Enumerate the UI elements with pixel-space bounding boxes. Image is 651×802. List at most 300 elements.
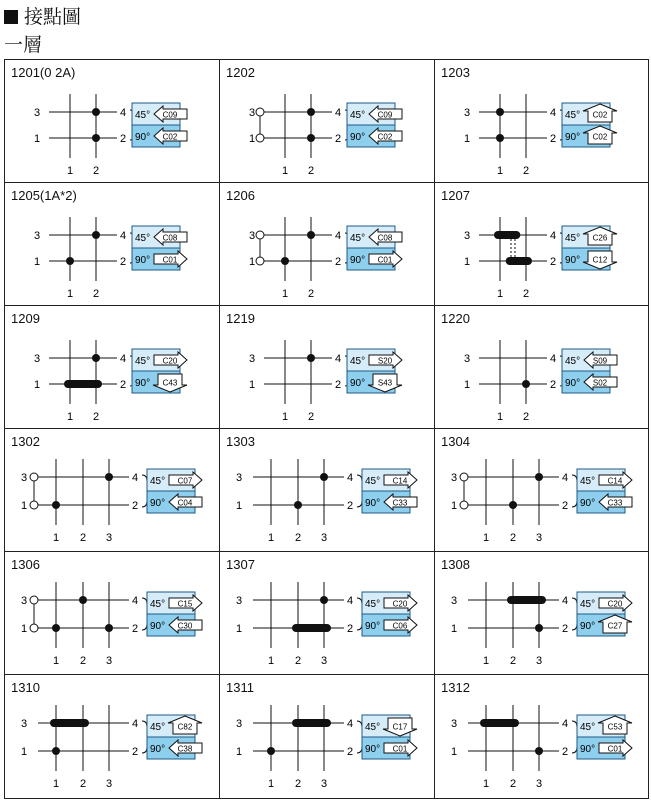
code-45: C17 (392, 722, 408, 732)
col-label-2: 2 (522, 411, 530, 423)
row-label-1: 1 (463, 133, 471, 145)
wiring (256, 94, 332, 158)
contact-dot (52, 624, 60, 632)
contact-dot (307, 134, 315, 142)
row-label-1: 1 (248, 379, 256, 391)
code-45: C08 (162, 233, 178, 243)
contact-diagram (5, 306, 220, 429)
out-label-2: 2 (119, 133, 127, 145)
angle-45-label: 45° (135, 356, 151, 367)
row-label-3: 3 (235, 595, 243, 607)
out-label-4: 4 (131, 595, 139, 607)
code-45: S20 (377, 356, 393, 366)
angle-45-label: 45° (135, 233, 151, 244)
col-label-2: 2 (307, 411, 315, 423)
code-90: C01 (162, 255, 178, 265)
out-label-2: 2 (561, 623, 569, 635)
col-label-3: 3 (320, 532, 328, 544)
row-label-1: 1 (20, 623, 28, 635)
contact-dot (105, 473, 113, 481)
col-label-2: 2 (92, 411, 100, 423)
out-label-4: 4 (334, 353, 342, 365)
col-label-2: 2 (294, 778, 302, 790)
col-label-1: 1 (267, 532, 275, 544)
angle-45-label: 45° (580, 722, 596, 733)
angle-45-label: 45° (580, 476, 596, 487)
cell-code: 1209 (11, 311, 40, 326)
angle-90-label: 90° (565, 132, 581, 143)
wiring (479, 217, 547, 281)
page-subtitle: 一層 (4, 34, 43, 56)
code-90: S43 (377, 378, 393, 388)
row-label-3: 3 (248, 353, 256, 365)
contact-dot (535, 747, 543, 755)
wiring (479, 340, 547, 404)
out-label-4: 4 (561, 472, 569, 484)
angle-90-label: 90° (580, 498, 596, 509)
contact-dot (281, 257, 289, 265)
col-label-3: 3 (535, 778, 543, 790)
angle-45-label: 45° (365, 476, 381, 487)
col-label-2: 2 (79, 778, 87, 790)
row-label-3: 3 (450, 595, 458, 607)
row-label-3: 3 (20, 718, 28, 730)
row-label-1: 1 (463, 379, 471, 391)
code-90: C02 (592, 132, 608, 142)
contact-dot (105, 624, 113, 632)
out-label-4: 4 (131, 718, 139, 730)
contact-cell (220, 675, 435, 798)
col-label-1: 1 (482, 532, 490, 544)
row-label-1: 1 (450, 500, 458, 512)
bridge-bar (292, 719, 331, 727)
angle-90-label: 90° (365, 744, 381, 755)
out-label-2: 2 (549, 256, 557, 268)
code-45: C26 (592, 233, 608, 243)
wiring (30, 582, 129, 648)
contact-dot (496, 108, 504, 116)
angle-90-label: 90° (350, 378, 366, 389)
row-label-1: 1 (33, 379, 41, 391)
row-label-1: 1 (463, 256, 471, 268)
row-label-3: 3 (235, 718, 243, 730)
col-label-3: 3 (535, 532, 543, 544)
contact-dot (496, 134, 504, 142)
col-label-1: 1 (52, 778, 60, 790)
contact-diagram (220, 60, 435, 183)
out-label-4: 4 (561, 718, 569, 730)
row-label-1: 1 (20, 746, 28, 758)
code-45: C07 (177, 476, 193, 486)
wiring (468, 582, 559, 648)
angle-45-label: 45° (350, 356, 366, 367)
out-label-2: 2 (119, 379, 127, 391)
contact-cell (5, 552, 220, 675)
code-90: C38 (177, 744, 193, 754)
angle-45-label: 45° (350, 233, 366, 244)
contact-dot (267, 747, 275, 755)
out-label-4: 4 (119, 230, 127, 242)
cell-code: 1219 (226, 311, 255, 326)
row-label-3: 3 (248, 107, 256, 119)
col-label-3: 3 (320, 778, 328, 790)
contact-dot (535, 473, 543, 481)
code-45: C53 (607, 722, 623, 732)
contact-dot (307, 108, 315, 116)
wiring (30, 459, 129, 525)
row-label-3: 3 (235, 472, 243, 484)
angle-90-label: 90° (365, 498, 381, 509)
angle-90-label: 90° (135, 378, 151, 389)
cell-code: 1303 (226, 434, 255, 449)
contact-diagram (435, 675, 648, 798)
open-terminal-1 (256, 134, 264, 142)
contact-diagram (435, 306, 648, 429)
col-label-3: 3 (320, 655, 328, 667)
angle-90-label: 90° (150, 744, 166, 755)
contact-diagram (435, 183, 648, 306)
angle-90-label: 90° (580, 621, 596, 632)
angle-90-label: 90° (150, 498, 166, 509)
cell-code: 1220 (441, 311, 470, 326)
angle-45-label: 45° (150, 476, 166, 487)
code-90: C43 (162, 378, 178, 388)
col-label-1: 1 (66, 411, 74, 423)
row-label-1: 1 (248, 133, 256, 145)
angle-45-label: 45° (135, 110, 151, 121)
contact-cell (435, 675, 648, 798)
contact-cell (435, 429, 648, 552)
open-terminal-3 (256, 108, 264, 116)
wiring (38, 705, 129, 771)
row-label-3: 3 (33, 230, 41, 242)
row-label-3: 3 (248, 230, 256, 242)
open-terminal-3 (460, 473, 468, 481)
row-label-3: 3 (463, 353, 471, 365)
col-label-2: 2 (522, 288, 530, 300)
angle-90-label: 90° (150, 621, 166, 632)
angle-90-label: 90° (565, 255, 581, 266)
angle-90-label: 90° (135, 255, 151, 266)
out-label-4: 4 (549, 107, 557, 119)
out-label-2: 2 (561, 746, 569, 758)
row-label-1: 1 (450, 623, 458, 635)
code-90: C30 (177, 621, 193, 631)
wiring (49, 94, 117, 158)
contact-diagram (435, 552, 648, 675)
contact-cell (435, 60, 648, 183)
contact-dot (52, 501, 60, 509)
code-90: C04 (177, 498, 193, 508)
row-label-1: 1 (235, 746, 243, 758)
black-square-icon (4, 10, 18, 24)
contact-dot (307, 231, 315, 239)
col-label-1: 1 (281, 165, 289, 177)
col-label-2: 2 (509, 532, 517, 544)
contact-dot (509, 501, 517, 509)
code-45: C09 (162, 110, 178, 120)
code-90: C02 (162, 132, 178, 142)
wiring (49, 217, 117, 281)
cell-code: 1302 (11, 434, 40, 449)
angle-90-label: 90° (580, 744, 596, 755)
col-label-2: 2 (307, 165, 315, 177)
angle-45-label: 45° (150, 722, 166, 733)
code-45: C20 (607, 599, 623, 609)
cell-code: 1201(0 2A) (11, 65, 76, 80)
out-label-4: 4 (131, 472, 139, 484)
angle-45-label: 45° (350, 110, 366, 121)
out-label-2: 2 (549, 379, 557, 391)
out-label-2: 2 (346, 623, 354, 635)
open-terminal-3 (30, 473, 38, 481)
col-label-2: 2 (79, 655, 87, 667)
code-90: C02 (377, 132, 393, 142)
out-label-4: 4 (346, 472, 354, 484)
col-label-1: 1 (482, 655, 490, 667)
row-label-3: 3 (33, 353, 41, 365)
code-45: C02 (592, 110, 608, 120)
open-terminal-1 (30, 501, 38, 509)
open-terminal-1 (256, 257, 264, 265)
code-90: C01 (607, 744, 623, 754)
out-label-4: 4 (119, 107, 127, 119)
code-45: C14 (607, 476, 623, 486)
contact-dot (307, 354, 315, 362)
row-label-1: 1 (33, 256, 41, 268)
row-label-3: 3 (20, 595, 28, 607)
angle-45-label: 45° (565, 356, 581, 367)
out-label-4: 4 (334, 107, 342, 119)
contact-dot (52, 747, 60, 755)
out-label-2: 2 (334, 256, 342, 268)
contact-diagram (5, 552, 220, 675)
out-label-2: 2 (334, 133, 342, 145)
col-label-1: 1 (66, 165, 74, 177)
cell-code: 1310 (11, 680, 40, 695)
contact-cell (435, 306, 648, 429)
row-label-3: 3 (20, 472, 28, 484)
bridge-bar (507, 596, 546, 604)
angle-45-label: 45° (580, 599, 596, 610)
contact-dot (92, 354, 100, 362)
contact-cell (5, 183, 220, 306)
row-label-3: 3 (463, 230, 471, 242)
contact-diagram (435, 429, 648, 552)
code-45: C14 (392, 476, 408, 486)
wiring (479, 94, 547, 158)
contact-diagram (5, 429, 220, 552)
row-label-1: 1 (33, 133, 41, 145)
code-90: C27 (607, 621, 623, 631)
code-45: C09 (377, 110, 393, 120)
angle-45-label: 45° (565, 110, 581, 121)
angle-90-label: 90° (350, 255, 366, 266)
bridge-bar (64, 380, 102, 388)
code-90: C33 (392, 498, 408, 508)
row-label-3: 3 (463, 107, 471, 119)
contact-dot (320, 473, 328, 481)
out-label-2: 2 (346, 500, 354, 512)
row-label-1: 1 (248, 256, 256, 268)
contact-diagram (220, 675, 435, 798)
contact-cell (5, 60, 220, 183)
code-45: C15 (177, 599, 193, 609)
contact-dot (66, 257, 74, 265)
cell-code: 1207 (441, 188, 470, 203)
wiring (49, 340, 117, 404)
col-label-1: 1 (496, 288, 504, 300)
cell-code: 1306 (11, 557, 40, 572)
row-label-1: 1 (235, 623, 243, 635)
row-label-3: 3 (450, 718, 458, 730)
col-label-3: 3 (535, 655, 543, 667)
page-title-text: 接點圖 (24, 6, 82, 28)
cell-code: 1304 (441, 434, 470, 449)
contact-dot (320, 596, 328, 604)
out-label-2: 2 (561, 500, 569, 512)
contact-cell (220, 183, 435, 306)
col-label-1: 1 (281, 411, 289, 423)
angle-45-label: 45° (365, 599, 381, 610)
cell-code: 1311 (226, 680, 254, 695)
angle-90-label: 90° (350, 132, 366, 143)
out-label-2: 2 (549, 133, 557, 145)
code-45: C20 (392, 599, 408, 609)
bridge-bar (50, 719, 89, 727)
open-terminal-3 (256, 231, 264, 239)
col-label-1: 1 (66, 288, 74, 300)
col-label-2: 2 (294, 532, 302, 544)
col-label-2: 2 (79, 532, 87, 544)
row-label-1: 1 (235, 500, 243, 512)
wiring (468, 705, 559, 771)
contact-dot (92, 134, 100, 142)
contact-dot (522, 380, 530, 388)
out-label-2: 2 (346, 746, 354, 758)
col-label-1: 1 (482, 778, 490, 790)
code-90: C33 (607, 498, 623, 508)
wiring (253, 459, 344, 525)
col-label-2: 2 (522, 165, 530, 177)
out-label-4: 4 (334, 230, 342, 242)
code-45: C20 (162, 356, 178, 366)
contact-cell (5, 675, 220, 798)
col-label-1: 1 (281, 288, 289, 300)
contact-diagram (435, 60, 648, 183)
col-label-1: 1 (496, 411, 504, 423)
wiring (256, 217, 332, 281)
contact-cell (435, 183, 648, 306)
contact-dot (294, 501, 302, 509)
contact-diagram (220, 306, 435, 429)
code-45: S09 (592, 356, 608, 366)
col-label-2: 2 (509, 655, 517, 667)
contact-diagram (220, 183, 435, 306)
contact-cell (5, 429, 220, 552)
cell-code: 1308 (441, 557, 470, 572)
bridge-bar (480, 719, 519, 727)
col-label-1: 1 (52, 532, 60, 544)
col-label-2: 2 (307, 288, 315, 300)
bridge-bar (292, 624, 331, 632)
out-label-2: 2 (131, 500, 139, 512)
col-label-2: 2 (294, 655, 302, 667)
col-label-3: 3 (105, 655, 113, 667)
contact-cell (220, 60, 435, 183)
cell-code: 1205(1A*2) (11, 188, 77, 203)
cell-code: 1206 (226, 188, 255, 203)
col-label-1: 1 (496, 165, 504, 177)
out-label-2: 2 (131, 746, 139, 758)
code-45: C82 (177, 722, 193, 732)
row-label-1: 1 (20, 500, 28, 512)
contact-dot (92, 231, 100, 239)
angle-90-label: 90° (565, 378, 581, 389)
contact-dot (79, 596, 87, 604)
out-label-4: 4 (561, 595, 569, 607)
page-title (4, 4, 81, 30)
wiring (253, 582, 344, 648)
contact-dot (535, 624, 543, 632)
code-90: S02 (592, 378, 608, 388)
out-label-4: 4 (549, 353, 557, 365)
contact-diagram (5, 183, 220, 306)
out-label-2: 2 (131, 623, 139, 635)
out-label-2: 2 (334, 379, 342, 391)
bridge-bar (506, 257, 532, 265)
col-label-2: 2 (92, 165, 100, 177)
contact-cell (5, 306, 220, 429)
angle-45-label: 45° (150, 599, 166, 610)
contact-dot (92, 108, 100, 116)
contact-cell (220, 306, 435, 429)
col-label-3: 3 (105, 532, 113, 544)
col-label-1: 1 (52, 655, 60, 667)
angle-45-label: 45° (565, 233, 581, 244)
code-90: C12 (592, 255, 608, 265)
row-label-3: 3 (450, 472, 458, 484)
cell-code: 1312 (441, 680, 470, 695)
col-label-2: 2 (509, 778, 517, 790)
contact-diagram-grid (4, 59, 649, 799)
code-45: C08 (377, 233, 393, 243)
angle-90-label: 90° (365, 621, 381, 632)
contact-diagram (220, 429, 435, 552)
open-terminal-1 (460, 501, 468, 509)
open-terminal-1 (30, 624, 38, 632)
col-label-1: 1 (267, 655, 275, 667)
contact-cell (435, 552, 648, 675)
contact-diagram (5, 675, 220, 798)
out-label-4: 4 (346, 595, 354, 607)
cell-code: 1202 (226, 65, 255, 80)
code-90: C01 (377, 255, 393, 265)
contact-cell (220, 429, 435, 552)
angle-45-label: 45° (365, 722, 381, 733)
col-label-2: 2 (92, 288, 100, 300)
contact-diagram (220, 552, 435, 675)
open-terminal-3 (30, 596, 38, 604)
wiring (460, 459, 559, 525)
out-label-4: 4 (346, 718, 354, 730)
cell-code: 1203 (441, 65, 470, 80)
out-label-4: 4 (119, 353, 127, 365)
out-label-4: 4 (549, 230, 557, 242)
code-90: C06 (392, 621, 408, 631)
col-label-1: 1 (267, 778, 275, 790)
row-label-3: 3 (33, 107, 41, 119)
